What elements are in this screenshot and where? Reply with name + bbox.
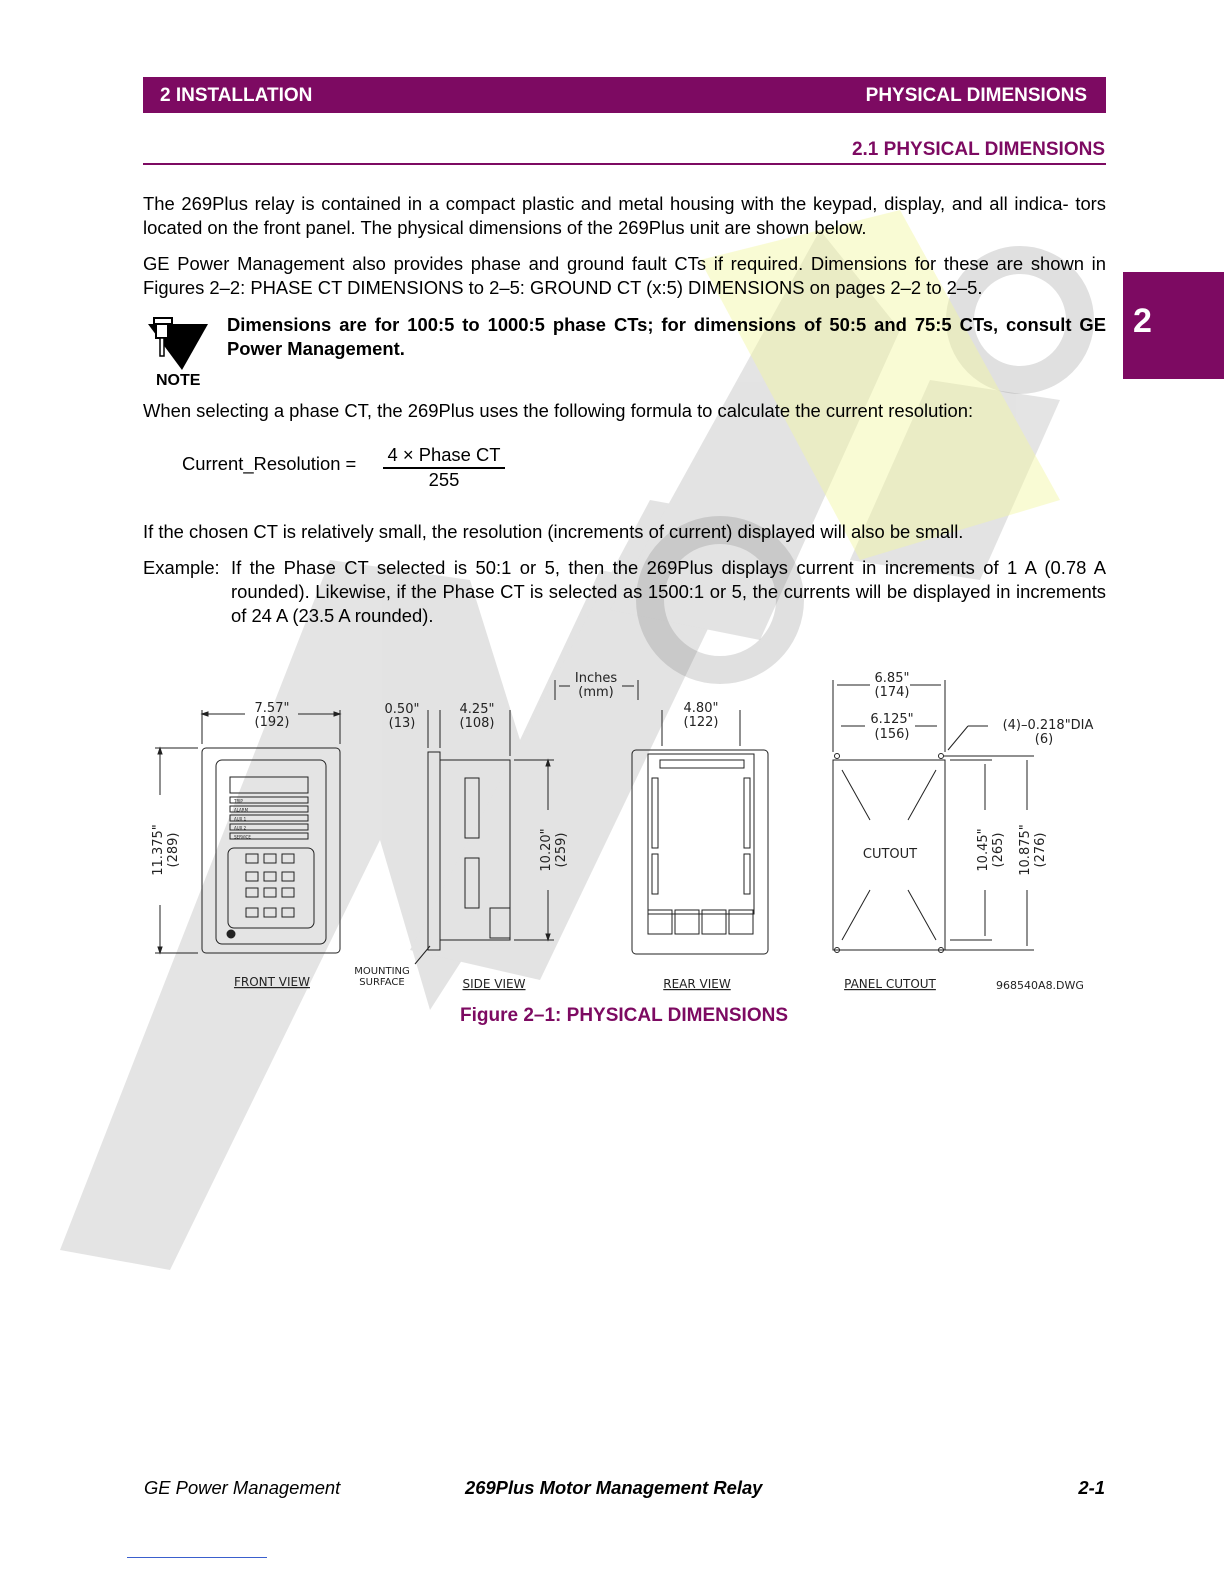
cutout-holes-in: 6.125" [870,712,914,727]
formula-numerator: 4 × Phase CT [387,444,501,465]
mounting-label-1: MOUNTING [354,966,410,977]
indicator-alarm: ALARM [234,807,249,813]
footer-company: GE Power Management [144,1477,341,1498]
physical-dimensions-drawing [130,660,1110,1000]
side-view-label: SIDE VIEW [462,977,526,991]
cutout-label: CUTOUT [862,847,918,862]
footer-product: 269Plus Motor Management Relay [465,1477,763,1498]
cutout-outer-in: 6.85" [874,671,910,686]
panel-cutout-label: PANEL CUTOUT [844,977,936,991]
front-width-mm: (192) [254,715,290,730]
side-depth-mm: (108) [459,716,495,731]
side-height-mm: (259) [554,832,569,868]
indicator-trip: TRIP [234,798,243,804]
running-header [143,77,1106,113]
panel-cutout [833,671,1094,992]
cutout-total-in: 10.875" [1018,824,1033,876]
units-inches: Inches [574,671,618,686]
cutout-height-in: 10.45" [976,828,991,872]
chapter-tab-number: 2 [1133,302,1152,340]
indicator-list [230,797,308,840]
bottom-link-rule [127,1557,267,1558]
rear-width-in: 4.80" [683,701,719,716]
paragraph-intro: The 269Plus relay is contained in a compact plastic and metal housing with the keypad, display, and all indica- tors located on the front panel. The physical dimensions of the 269Plus unit are shown below. [143,193,1106,238]
example-text: If the Phase CT selected is 50:1 or 5, then the 269Plus displays current in increments of 1 A (0.78 A rounded). Likewise, if the Phase CT is selected as 1500:1 or 5, the currents will be displayed in increments of 24 A (23.5 A rounded). [231,557,1106,626]
rear-width-mm: (122) [683,715,719,730]
note-text: Dimensions are for 100:5 to 1000:5 phase CTs; for dimensions of 50:5 and 75:5 CTs, consult GE Power Management. [227,314,1106,359]
side-flange-in: 0.50" [384,702,420,717]
section-title: 2.1 PHYSICAL DIMENSIONS [851,139,1105,160]
cutout-holes-mm: (156) [874,727,910,742]
front-view-label: FRONT VIEW [233,975,311,989]
indicator-aux1: AUX 1 [234,816,247,822]
figure-caption: Figure 2–1: PHYSICAL DIMENSIONS [460,1005,788,1026]
front-width-in: 7.57" [254,701,290,716]
front-height-mm: (289) [166,832,181,868]
front-height-in: 11.375" [151,824,166,876]
front-view [151,701,340,989]
footer-page-number: 2-1 [1078,1477,1105,1498]
formula-lhs: Current_Resolution = [182,453,357,474]
side-height-in: 10.20" [539,828,554,872]
cutout-outer-mm: (174) [874,685,910,700]
side-view [354,702,569,991]
drawing-number: 968540A8.DWG [996,979,1084,992]
side-depth-in: 4.25" [459,702,495,717]
example-label: Example: [143,557,220,578]
units-mm: (mm) [578,685,614,700]
note-label: NOTE [156,372,201,389]
paragraph-formula-intro: When selecting a phase CT, the 269Plus uses the following formula to calculate the current resolution: [143,400,974,421]
cutout-total-mm: (276) [1033,832,1048,868]
paragraph-cts: GE Power Management also provides phase and ground fault CTs if required. Dimensions for these are shown in Figures 2–2: PHASE CT DIMENSIONS to 2–5: GROUND CT (x:5) DIMENSIONS on pages 2–2 to 2–5. [143,253,1106,298]
units-legend [555,671,638,700]
note-icon [146,316,210,372]
hole-dia-in: (4)–0.218"DIA [1002,718,1094,733]
keypad [246,854,294,917]
chapter-tab [1123,272,1224,379]
rear-view-label: REAR VIEW [663,977,731,991]
header-topic: PHYSICAL DIMENSIONS [865,85,1087,106]
paragraph-small-ct: If the chosen CT is relatively small, the resolution (increments of current) displayed will also be small. [143,521,964,542]
indicator-service: SERVICE [234,834,251,840]
hole-dia-mm: (6) [1034,732,1054,747]
header-chapter: 2 INSTALLATION [160,85,313,106]
cutout-height-mm: (265) [991,832,1006,868]
rear-view [632,701,768,991]
section-rule [143,163,1106,165]
formula-denominator: 255 [428,469,460,490]
side-flange-mm: (13) [388,716,416,731]
mounting-label-2: SURFACE [359,977,405,988]
indicator-aux2: AUX 2 [234,825,247,831]
